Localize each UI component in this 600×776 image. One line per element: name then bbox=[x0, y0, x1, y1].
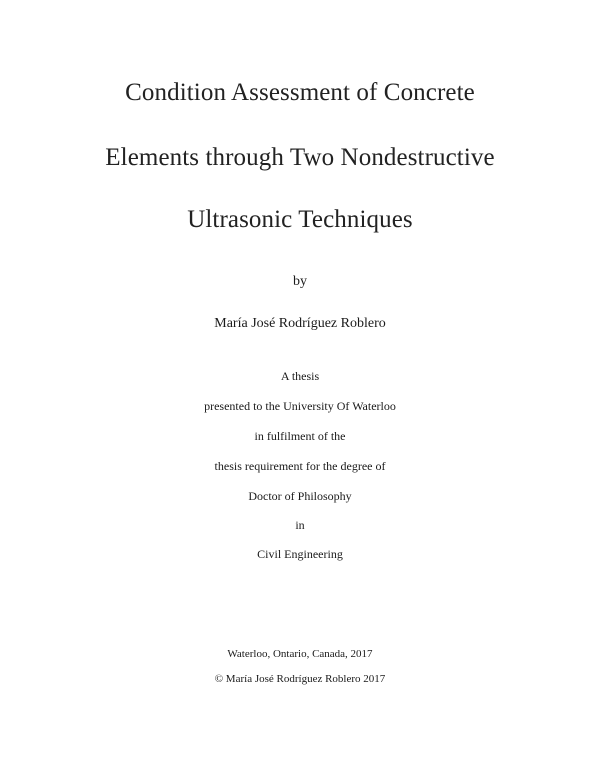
footer-place-year: Waterloo, Ontario, Canada, 2017 bbox=[227, 648, 373, 660]
statement-line-1: A thesis bbox=[280, 369, 320, 383]
title-line-2: Elements through Two Nondestructive bbox=[105, 144, 495, 171]
statement-line-6: in bbox=[295, 518, 305, 532]
footer-copyright: © María José Rodríguez Roblero 2017 bbox=[214, 673, 386, 685]
statement-line-5: Doctor of Philosophy bbox=[248, 489, 352, 503]
title-line-1: Condition Assessment of Concrete bbox=[125, 79, 475, 106]
statement-line-7: Civil Engineering bbox=[257, 547, 343, 561]
author-name: María José Rodríguez Roblero bbox=[214, 316, 386, 331]
statement-line-4: thesis requirement for the degree of bbox=[214, 459, 386, 473]
title-line-3: Ultrasonic Techniques bbox=[187, 206, 413, 233]
by-label: by bbox=[293, 274, 307, 289]
statement-line-2: presented to the University Of Waterloo bbox=[204, 399, 396, 413]
statement-line-3: in fulfilment of the bbox=[254, 429, 346, 443]
